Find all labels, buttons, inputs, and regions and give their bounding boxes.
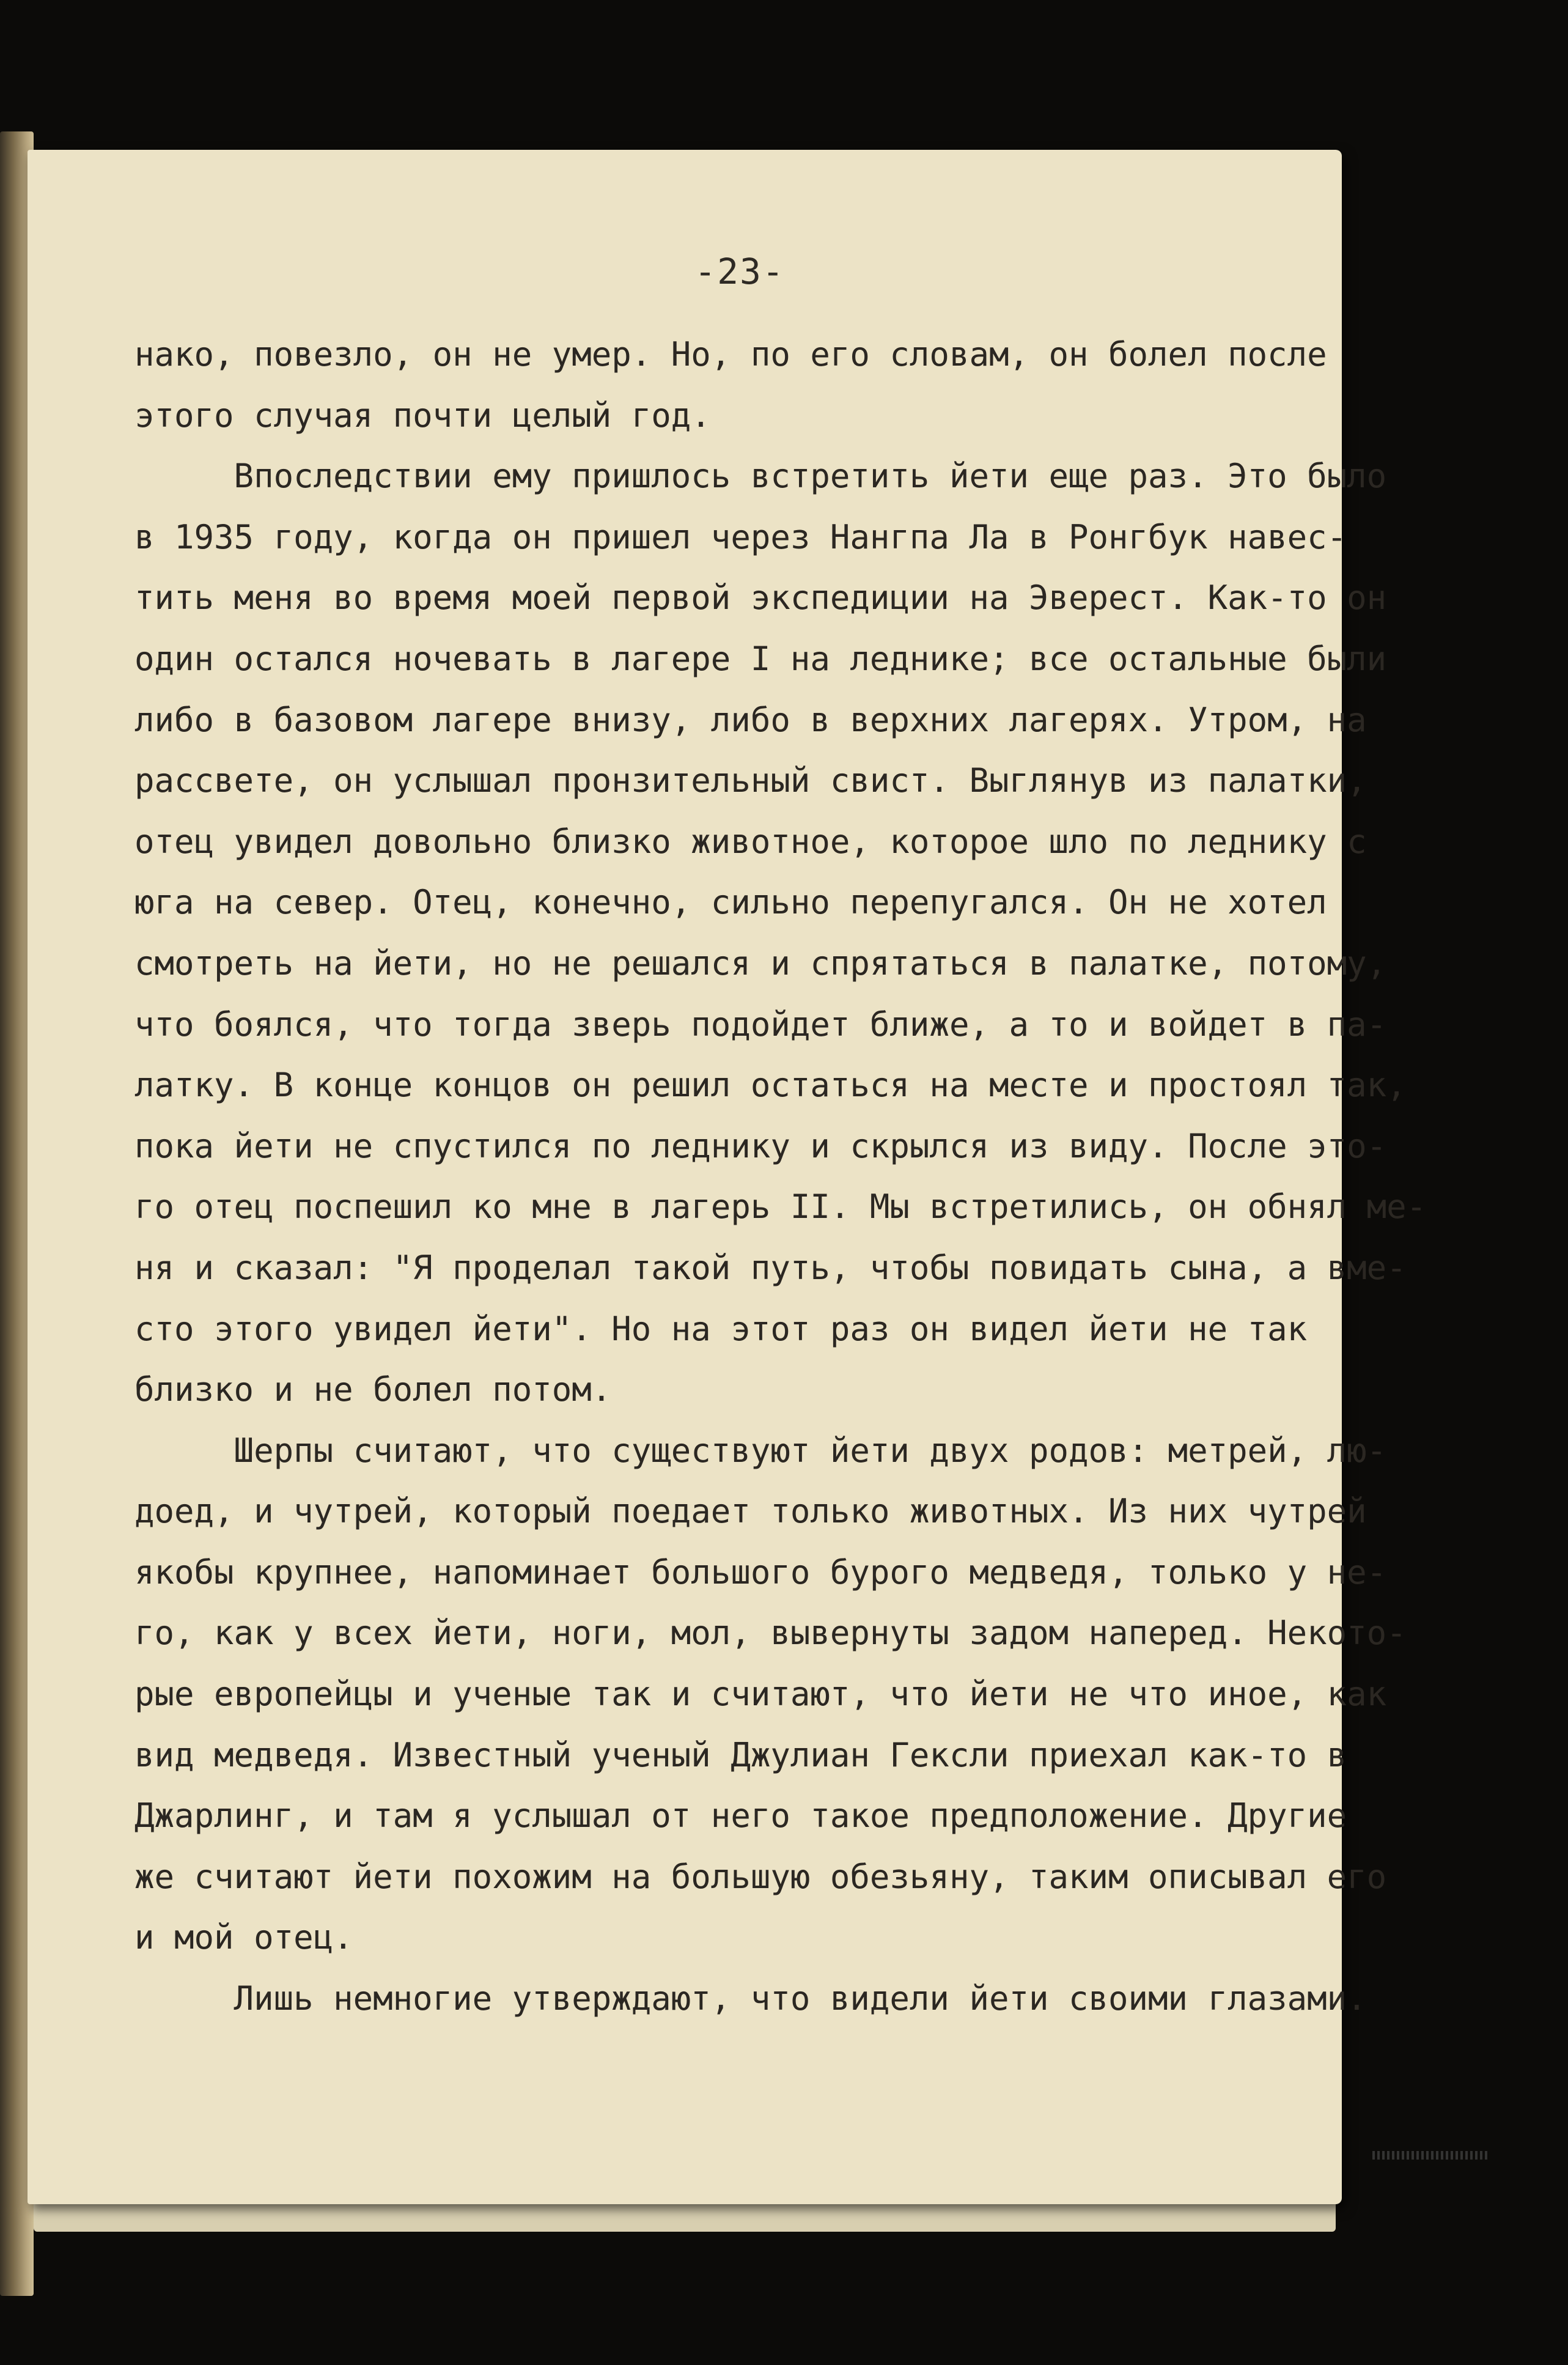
text-line: ня и сказал: "Я проделал такой путь, чтобы повидать сына, а вме- (134, 1248, 1407, 1287)
scanner-edge-mark (1372, 2151, 1489, 2160)
text-line: вид медведя. Известный ученый Джулиан Гексли приехал как-то в (134, 1735, 1347, 1774)
text-line: якобы крупнее, напоминает большого бурого медведя, только у не- (134, 1552, 1387, 1592)
text-line: же считают йети похожим на большую обезьяну, таким описывал его (134, 1857, 1387, 1896)
text-line: латку. В конце концов он решил остаться на месте и простоял так, (134, 1066, 1407, 1105)
text-line: отец увидел довольно близко животное, которое шло по леднику с (134, 822, 1367, 861)
text-line: рые европейцы и ученые так и считают, что йети не что иное, как (134, 1675, 1387, 1714)
text-line: в 1935 году, когда он пришел через Нангпа Ла в Ронгбук навес- (134, 517, 1347, 556)
text-line: тить меня во время моей первой экспедиции на Эверест. Как-то он (134, 578, 1387, 618)
text-line: рассвете, он услышал пронзительный свист. Выглянув из палатки, (134, 761, 1367, 800)
text-line: го, как у всех йети, ноги, мол, вывернуты задом наперед. Некото- (134, 1614, 1407, 1653)
typewritten-text (134, 324, 1427, 2029)
text-line: сто этого увидел йети". Но на этот раз он видел йети не так (134, 1309, 1308, 1348)
text-line: Шерпы считают, что существуют йети двух родов: метрей, лю- (134, 1431, 1387, 1470)
text-line: го отец поспешил ко мне в лагерь II. Мы встретились, он обнял ме- (134, 1187, 1427, 1227)
text-line: один остался ночевать в лагере I на леднике; все остальные были (134, 639, 1387, 678)
text-line: нако, повезло, он не умер. Но, по его словам, он болел после (134, 335, 1327, 374)
text-line: Впоследствии ему пришлось встретить йети еще раз. Это было (134, 457, 1387, 496)
text-line: что боялся, что тогда зверь подойдет ближе, а то и войдет в па- (134, 1005, 1387, 1044)
text-line: близко и не болел потом. (134, 1370, 612, 1409)
text-line: этого случая почти целый год. (134, 396, 711, 435)
text-line: пока йети не спустился по леднику и скрылся из виду. После это- (134, 1126, 1387, 1165)
text-line: доед, и чутрей, который поедает только животных. Из них чутрей (134, 1492, 1367, 1531)
text-line: либо в базовом лагере внизу, либо в верхних лагерях. Утром, на (134, 700, 1367, 739)
text-line: Лишь немногие утверждают, что видели йети своими глазами. (134, 1979, 1367, 2018)
text-line: смотреть на йети, но не решался и спрятаться в палатке, потому, (134, 943, 1387, 983)
page-number: -23- (694, 251, 785, 292)
text-line: и мой отец. (134, 1918, 353, 1957)
text-line: юга на север. Отец, конечно, сильно перепугался. Он не хотел (134, 883, 1327, 922)
text-line: Джарлинг, и там я услышал от него такое предположение. Другие (134, 1796, 1347, 1836)
